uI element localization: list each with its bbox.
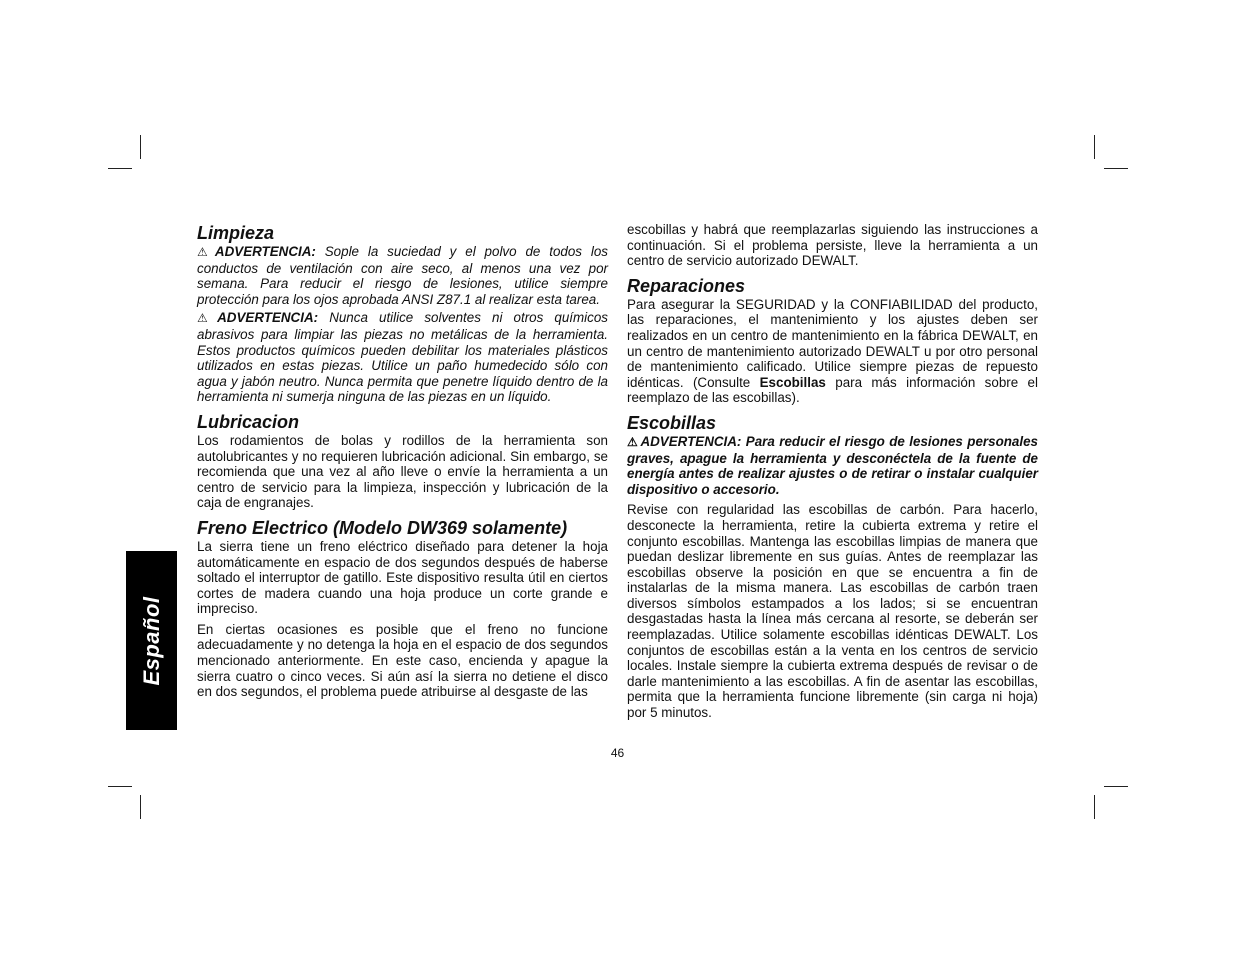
body-paragraph: Revise con regularidad las escobillas de carbón. Para hacerlo, desconecte la herramienta, retire la cubierta extrema y retire el conjunto escobillas. Mantenga las escobillas limpias de manera que puedan deslizar libremente en sus guías. Antes de reemplazar las escobillas observe la posición en que se encuentra a fin de instalarlas de la misma manera. Las escobillas de carbón traen diversos símbolos estampados a los lados; si se encuentran desgastadas hasta la línea más cercana al resorte, se deberán ser reemplazadas. Utilice solamente escobillas idénticas DEWALT. Los conjuntos de escobillas están a la venta en los centros de servicio locales. Instale siempre la cubierta extrema después de revisar o de darle mantenimiento a las escobillas. A fin de asentar las escobillas, permita que la herramienta funcione libremente (sin carga ni hoja) por 5 minutos. [627,502,1038,721]
left-column [197,222,608,700]
body-paragraph: Los rodamientos de bolas y rodillos de la herramienta son autolubricantes y no requieren lubricación adicional. Sin embargo, se recomienda que una vez al año lleve o envíe la herramienta a un centro de servicio para la limpieza, inspección y lubricación de la caja de engranajes. [197,432,608,511]
language-tab-label: Español [138,595,164,686]
warning-triangle-icon: ⚠ [197,311,216,326]
warning-triangle-icon: ⚠ [627,434,639,449]
right-column [627,222,1038,721]
crop-mark [108,786,132,787]
warning-text: ADVERTENCIA: Para reducir el riesgo de lesiones personales graves, apague la herramienta y desconéctela de la fuente de energía antes de realizar ajustes o de retirar o instalar cualquier dispositivo o accesorio. [627,433,1038,497]
crop-mark [1094,795,1095,819]
body-text: Para asegurar la SEGURIDAD y la CONFIABILIDAD del producto, las reparaciones, el mantenimiento y los ajustes deben ser realizados en un centro de mantenimiento en la fábrica DEWALT, en un centro de mantenimiento autorizado DEWALT u por otro personal de mantenimiento calificado. Utilice siempre piezas de repuesto idénticas. (Consulte [627,296,1038,390]
crop-mark [1104,786,1128,787]
warning-text: Nunca utilice solventes ni otros químicos abrasivos para limpiar las piezas no metálicas de la herramienta. Estos productos químicos pueden debilitar los materiales plásticos utilizados en estas piezas. Utilice un paño humedecido sólo con agua y jabón neutro. Nunca permita que penetre líquido dentro de la herramienta ni sumerja ninguna de las piezas en un líquido. [197,310,608,405]
warning-label: ADVERTENCIA: [214,244,316,259]
body-paragraph: En ciertas ocasiones es posible que el freno no funcione adecuadamente y no detenga la hoja en el espacio de dos segundos mencionado anteriormente. En este caso, encienda y apague la sierra cuatro o cinco veces. Si aún así la sierra no detiene el disco en dos segundos, el problema puede atribuirse al desgaste de las [197,621,608,700]
section-title-reparaciones: Reparaciones [627,275,746,296]
crop-mark [140,795,141,819]
warning-paragraph [197,244,608,307]
body-paragraph [627,297,1038,406]
section-title-lubricacion: Lubricacion [197,411,300,432]
warning-paragraph [197,310,608,405]
section-title-escobillas: Escobillas [627,412,717,433]
body-paragraph: La sierra tiene un freno eléctrico diseñado para detener la hoja automáticamente en espacio de dos segundos después de haberse soltado el interruptor de gatillo. Este dispositivo resulta útil en ciertos cortes de madera cuando una hoja produce un corte grande e impreciso. [197,538,608,617]
crop-mark [108,168,132,169]
body-paragraph: escobillas y habrá que reemplazarlas siguiendo las instrucciones a continuación. Si el problema persiste, lleve la herramienta a un centro de servicio autorizado DEWALT. [627,222,1038,269]
page-number: 46 [610,746,625,760]
crop-mark [1094,135,1095,159]
warning-triangle-icon: ⚠ [197,245,213,259]
crop-mark [1104,168,1128,169]
language-tab [126,551,177,730]
crop-mark [140,135,141,159]
warning-label: ADVERTENCIA: [217,310,319,326]
warning-paragraph [627,434,1038,497]
body-text: para más información sobre el reemplazo de las escobillas). [627,374,1038,406]
section-title-limpieza: Limpieza [197,223,275,243]
section-title-freno: Freno Electrico (Modelo DW369 solamente) [197,517,568,538]
bold-reference: Escobillas [759,374,826,390]
warning-text: Sople la suciedad y el polvo de todos los conductos de ventilación con aire seco, al menos una vez por semana. Para reducir el riesgo de lesiones, utilice siempre protección para los ojos aprobada ANSI Z87.1 al realizar esta tarea. [197,244,608,307]
